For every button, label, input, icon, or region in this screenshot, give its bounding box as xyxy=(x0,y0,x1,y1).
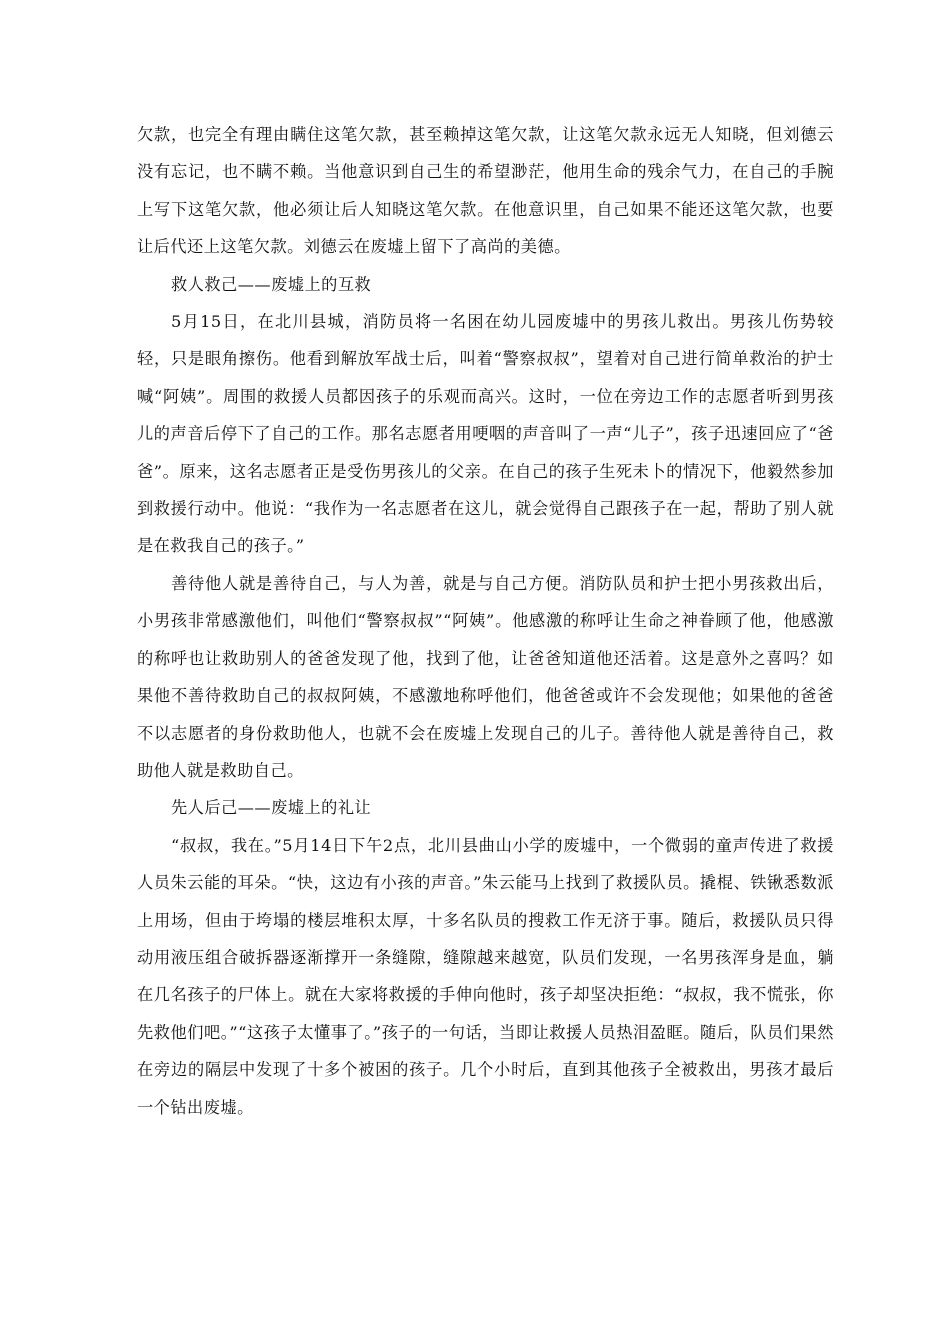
body-paragraph: 欠款，也完全有理由瞒住这笔欠款，甚至赖掉这笔欠款，让这笔欠款永远无人知晓，但刘德云没有忘记，也不瞒不赖。当他意识到自己生的希望渺茫，他用生命的残余气力，在自己的手腕上写下这笔欠款，他必须让后人知晓这笔欠款。在他意识里，自己如果不能还这笔欠款，也要让后代还上这笔欠款。刘德云在废墟上留下了高尚的美德。 xyxy=(137,125,834,257)
body-paragraph: 善待他人就是善待自己，与人为善，就是与自己方便。消防队员和护士把小男孩救出后，小男孩非常感激他们，叫他们“警察叔叔”“阿姨”。他感激的称呼让生命之神眷顾了他，他感激的称呼也让救助别人的爸爸发现了他，找到了他，让爸爸知道他还活着。这是意外之喜吗？如果他不善待救助自己的叔叔阿姨，不感激地称呼他们，他爸爸或许不会发现他；如果他的爸爸不以志愿者的身份救助他人，也就不会在废墟上发现自己的儿子。善待他人就是善待自己，救助他人就是救助自己。 xyxy=(137,573,834,780)
body-paragraph: 5月15日，在北川县城，消防员将一名困在幼儿园废墟中的男孩儿救出。男孩儿伤势较轻，只是眼角擦伤。他看到解放军战士后，叫着“警察叔叔”，望着对自己进行简单救治的护士喊“阿姨”。周围的救援人员都因孩子的乐观而高兴。这时，一位在旁边工作的志愿者听到男孩儿的声音后停下了自己的工作。那名志愿者用哽咽的声音叫了一声“儿子”，孩子迅速回应了“爸爸”。原来，这名志愿者正是受伤男孩儿的父亲。在自己的孩子生死未卜的情况下，他毅然参加到救援行动中。他说：“我作为一名志愿者在这儿，就会觉得自己跟孩子在一起，帮助了别人就是在救我自己的孩子。” xyxy=(137,312,834,556)
section-heading: 先人后己——废墟上的礼让 xyxy=(171,798,372,818)
section-heading: 救人救己——废墟上的互救 xyxy=(171,274,372,294)
body-paragraph: “叔叔，我在。”5月14日下午2点，北川县曲山小学的废墟中，一个微弱的童声传进了救援人员朱云能的耳朵。“快，这边有小孩的声音。”朱云能马上找到了救援队员。撬棍、铁锹悉数派上用场，但由于垮塌的楼层堆积太厚，十多名队员的搜救工作无济于事。随后，救援队员只得动用液压组合破拆器逐渐撑开一条缝隙，缝隙越来越宽，队员们发现，一名男孩浑身是血，躺在几名孩子的尸体上。就在大家将救援的手伸向他时，孩子却坚决拒绝：“叔叔，我不慌张，你先救他们吧。”“这孩子太懂事了。”孩子的一句话，当即让救援人员热泪盈眶。随后，队员们果然在旁边的隔层中发现了十多个被困的孩子。几个小时后，直到其他孩子全被救出，男孩才最后一个钻出废墟。 xyxy=(137,835,834,1117)
